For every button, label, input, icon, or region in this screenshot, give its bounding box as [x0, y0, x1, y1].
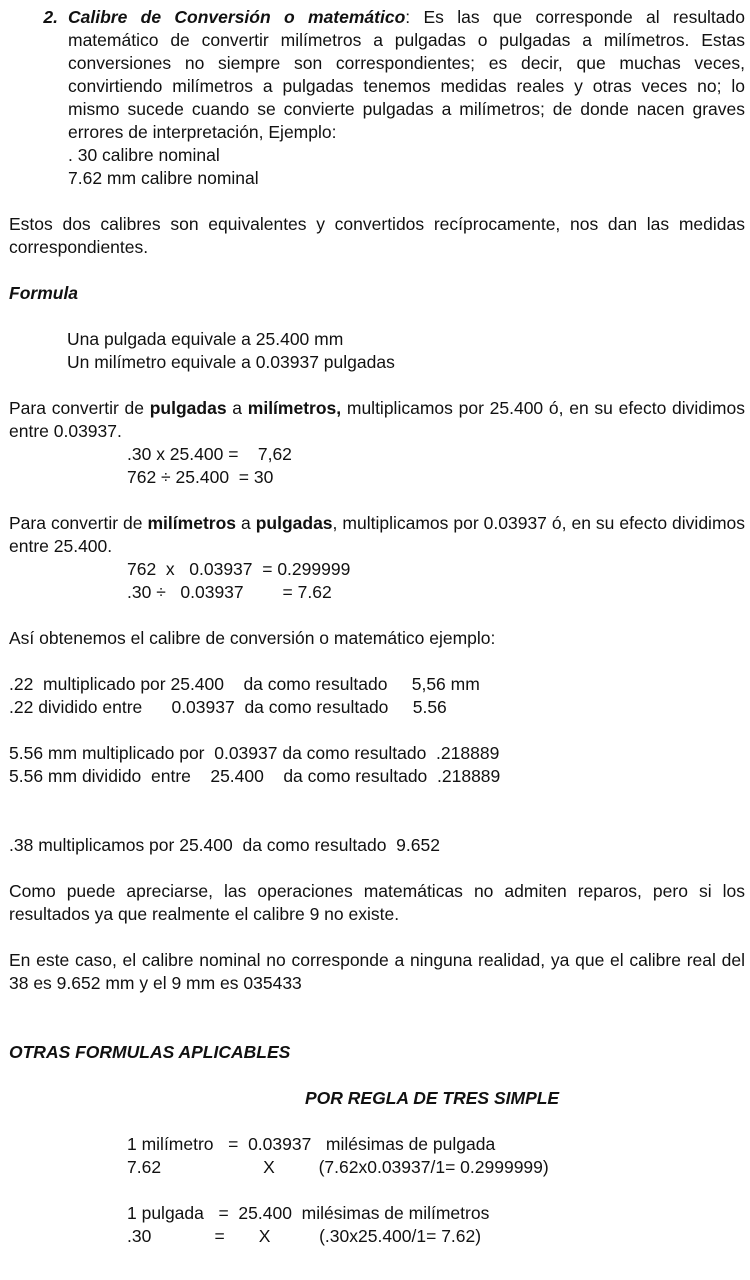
document-page — [9, 6, 745, 1248]
example-22-line: .22 multiplicado por 25.400 da como resultado 5,56 mm — [9, 674, 480, 694]
text-run: Para convertir de — [9, 398, 150, 418]
example-38-line: .38 multiplicamos por 25.400 da como resultado 9.652 — [9, 835, 440, 855]
calc-line: .30 x 25.400 = 7,62 — [127, 444, 292, 464]
calc-line: .30 ÷ 0.03937 = 7.62 — [127, 582, 332, 602]
text-run: , multiplicamos por 0.03937 ó, en su efecto dividimos entre 25.400. — [9, 513, 746, 556]
paragraph-apreciarse: Como puede apreciarse, las operaciones matemáticas no admiten reparos, pero si los resultados ya que realmente el calibre 9 no existe. — [9, 881, 745, 924]
list-number: 2. — [43, 7, 58, 27]
regla-mm-line: 1 milímetro = 0.03937 milésimas de pulgada — [127, 1134, 496, 1154]
regla-tres-heading: POR REGLA DE TRES SIMPLE — [305, 1088, 560, 1108]
formula-line: Un milímetro equivale a 0.03937 pulgadas — [67, 352, 395, 372]
paragraph-inches-to-mm — [9, 397, 745, 443]
text-run: a — [226, 398, 248, 418]
example-556-line: 5.56 mm dividido entre 25.400 da como resultado .218889 — [9, 766, 501, 786]
calc-line: 762 ÷ 25.400 = 30 — [127, 467, 274, 487]
item-title: Calibre de Conversión o matemático — [68, 7, 406, 27]
bold-term: pulgadas — [149, 398, 227, 418]
paragraph-mm-to-inches — [9, 512, 745, 558]
regla-in-line: .30 = X (.30x25.400/1= 7.62) — [127, 1226, 482, 1246]
text-run: a — [236, 513, 256, 533]
paragraph-caso: En este caso, el calibre nominal no corresponde a ninguna realidad, ya que el calibre real del 38 es 9.652 mm y el 9 mm es 035433 — [9, 950, 745, 993]
list-item-body — [68, 6, 745, 190]
paragraph-asi-obtenemos: Así obtenemos el calibre de conversión o matemático ejemplo: — [9, 628, 496, 648]
item-text: : Es las que corresponde al resultado matemático de convertir milímetros a pulgadas o pulgadas a milímetros. Estas conversiones no siempre son correspondientes; es decir, que muchas veces, convirtiendo milímetros a pulgadas tenemos medidas reales y otras veces no; lo mismo sucede cuando se convierte pulgadas a milímetros; de donde nacen graves errores de interpretación, Ejemplo: — [68, 7, 745, 142]
formula-heading: Formula — [9, 283, 79, 303]
example-line: . 30 calibre nominal — [68, 145, 220, 165]
formula-line: Una pulgada equivale a 25.400 mm — [67, 329, 344, 349]
calc-line: 762 x 0.03937 = 0.299999 — [127, 559, 351, 579]
text-run: Para convertir de — [9, 513, 148, 533]
regla-mm-line: 7.62 X (7.62x0.03937/1= 0.2999999) — [127, 1157, 549, 1177]
paragraph-equivalentes: Estos dos calibres son equivalentes y convertidos recíprocamente, nos dan las medidas correspondientes. — [9, 214, 745, 257]
regla-in-line: 1 pulgada = 25.400 milésimas de milímetros — [127, 1203, 490, 1223]
bold-term: milímetros, — [247, 398, 342, 418]
example-22-line: .22 dividido entre 0.03937 da como resultado 5.56 — [9, 697, 447, 717]
list-item-2 — [9, 6, 745, 190]
text-run: multiplicamos por 25.400 ó, en su efecto dividimos entre 0.03937. — [9, 398, 745, 441]
bold-term: pulgadas — [255, 513, 333, 533]
example-556-line: 5.56 mm multiplicado por 0.03937 da como resultado .218889 — [9, 743, 500, 763]
example-line: 7.62 mm calibre nominal — [68, 168, 259, 188]
bold-term: milímetros — [147, 513, 236, 533]
otras-formulas-heading: OTRAS FORMULAS APLICABLES — [9, 1042, 291, 1062]
